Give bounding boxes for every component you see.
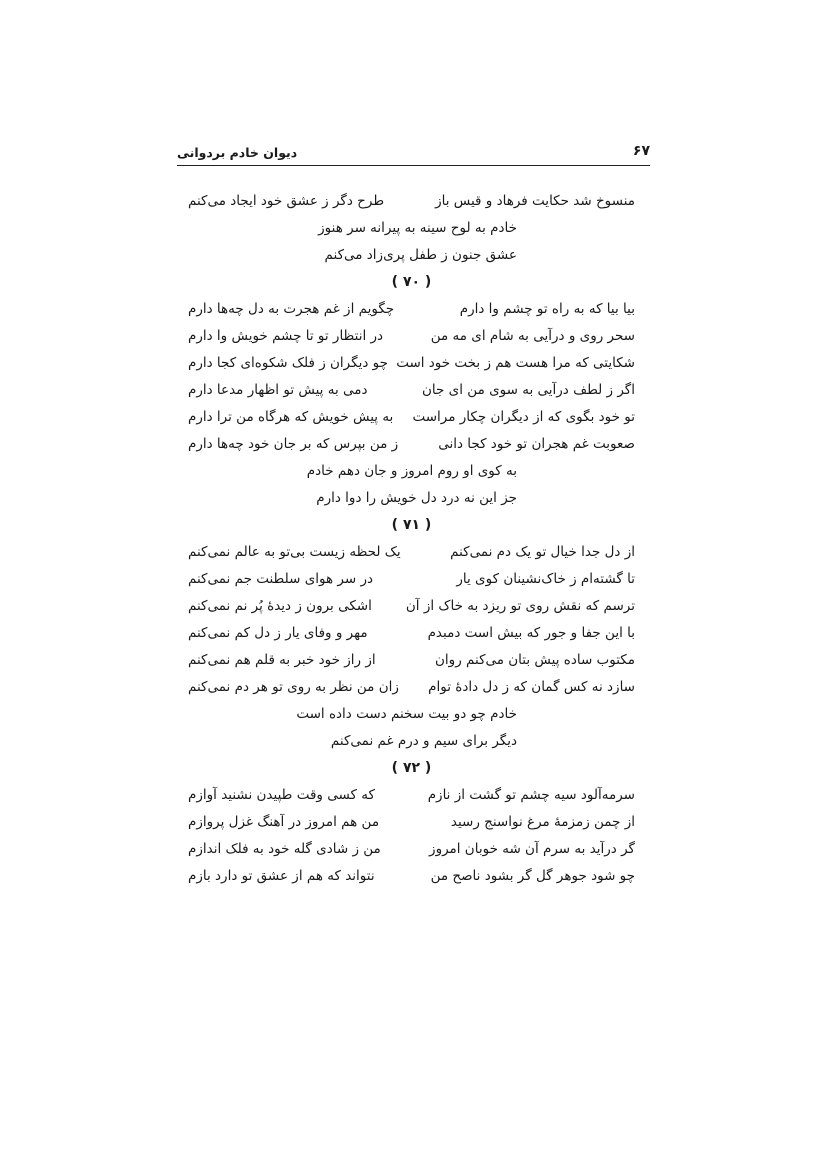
hemistich-right: مکتوب ساده پیش بتان می‌کنم روان [435,652,635,668]
hemistich-right: ترسم که نقش روی تو ریزد به خاک از آن [405,598,635,614]
couplet-line [188,593,635,620]
couplet-line [188,431,635,458]
couplet-line [188,782,635,809]
hemistich-left: من هم امروز در آهنگ غزل پروازم [188,814,380,830]
hemistich-left: ز من بپرس که بر جان خود چه‌ها دارم [188,436,399,452]
couplet-line [188,296,635,323]
hemistich-right: شکایتی که مرا هست هم ز بخت خود است [396,355,635,371]
hemistich-left: مهر و وفای یار ز دل کم نمی‌کنم [188,625,368,641]
couplet-line [188,377,635,404]
hemistich-right: بیا بیا که به راه تو چشم وا دارم [459,301,635,317]
hemistich-right: سرمه‌آلود سیه چشم تو گشت از نازم [427,787,635,803]
couplet-line [188,647,635,674]
hemistich-left: زان من نظر به روی تو هر دم نمی‌کنم [188,679,399,695]
hemistich-left: به پیش خویش که هرگاه من ترا دارم [188,409,394,425]
verse-text: عشق جنون ز طفل پری‌زاد می‌کنم [324,247,517,263]
hemistich-left: طرح دگر ز عشق خود ایجاد می‌کنم [188,193,385,209]
hemistich-left: چگویم از غم هجرت به دل چه‌ها دارم [188,301,395,317]
couplet-line [188,674,635,701]
hemistich-left: که کسی وقت طپیدن نشنید آوازم [188,787,375,803]
hemistich-right: منسوخ شد حکایت فرهاد و قیس باز [435,193,635,209]
closing-verse-line [188,242,635,269]
closing-verse-line [188,485,635,512]
hemistich-left: اشکی برون ز دیدهٔ پُر نم نمی‌کنم [188,598,372,614]
hemistich-right: از چمن زمزمهٔ مرغ نواسنج رسید [450,814,635,830]
couplet-line [188,620,635,647]
page-header [177,137,650,166]
couplet-line [188,863,635,890]
hemistich-left: چو دیگران ز فلک شکوه‌ای کجا دارم [188,355,388,371]
hemistich-right: سازد نه کس گمان که ز دل دادهٔ توام [428,679,635,695]
closing-verse-line [188,701,635,728]
poem-number-label: ( ۷۰ ) [391,274,432,290]
closing-verse-line [188,728,635,755]
verse-text: دیگر برای سیم و درم غم نمی‌کنم [330,733,517,749]
closing-verse-line [188,458,635,485]
verse-text: خادم چو دو بیت سخنم دست داده است [296,706,517,722]
couplet-line [188,188,635,215]
poem-number [188,269,635,296]
hemistich-right: تو خود بگوی که از دیگران چکار مراست [412,409,635,425]
hemistich-right: سحر روی و درآیی به شام ای مه من [430,328,635,344]
hemistich-left: یک لحظه زیست بی‌تو به عالم نمی‌کنم [188,544,401,560]
page-number: ۶۷ [632,143,650,159]
couplet-line [188,404,635,431]
hemistich-left: از راز خود خبر به قلم هم نمی‌کنم [188,652,376,668]
hemistich-left: من ز شادی گله خود به فلک اندازم [188,841,381,857]
verse-text: جز این نه درد دل خویش را دوا دارم [316,490,517,506]
poem-body [188,188,635,890]
hemistich-left: دمی به پیش تو اظهار مدعا دارم [188,382,368,398]
couplet-line [188,836,635,863]
hemistich-right: چو شود جوهر گل گر بشود ناصح من [430,868,635,884]
couplet-line [188,809,635,836]
poem-number [188,755,635,782]
hemistich-right: از دل جدا خیال تو یک دم نمی‌کنم [450,544,635,560]
hemistich-right: تا گشته‌ام ز خاک‌نشینان کوی یار [456,571,635,587]
poem-number-label: ( ۷۱ ) [391,517,432,533]
hemistich-left: نتواند که هم از عشق تو دارد بازم [188,868,375,884]
couplet-line [188,323,635,350]
poem-number-label: ( ۷۲ ) [391,760,432,776]
hemistich-right: با این جفا و جور که بیش است دمبدم [427,625,635,641]
hemistich-left: در انتظار تو تا چشم خویش وا دارم [188,328,384,344]
closing-verse-line [188,215,635,242]
couplet-line [188,350,635,377]
verse-text: به کوی او روم امروز و جان دهم خادم [306,463,517,479]
hemistich-right: صعوبت غم هجران تو خود کجا دانی [438,436,635,452]
verse-text: خادم به لوح سینه به پیرانه سر هنوز [318,220,517,236]
hemistich-right: گر درآید به سرم آن شه خوبان امروز [429,841,635,857]
running-title: دیوان خادم بردوانی [177,145,298,160]
hemistich-left: در سر هوای سلطنت جم نمی‌کنم [188,571,373,587]
couplet-line [188,539,635,566]
poem-number [188,512,635,539]
hemistich-right: اگر ز لطف درآیی به سوی من ای جان [422,382,635,398]
couplet-line [188,566,635,593]
